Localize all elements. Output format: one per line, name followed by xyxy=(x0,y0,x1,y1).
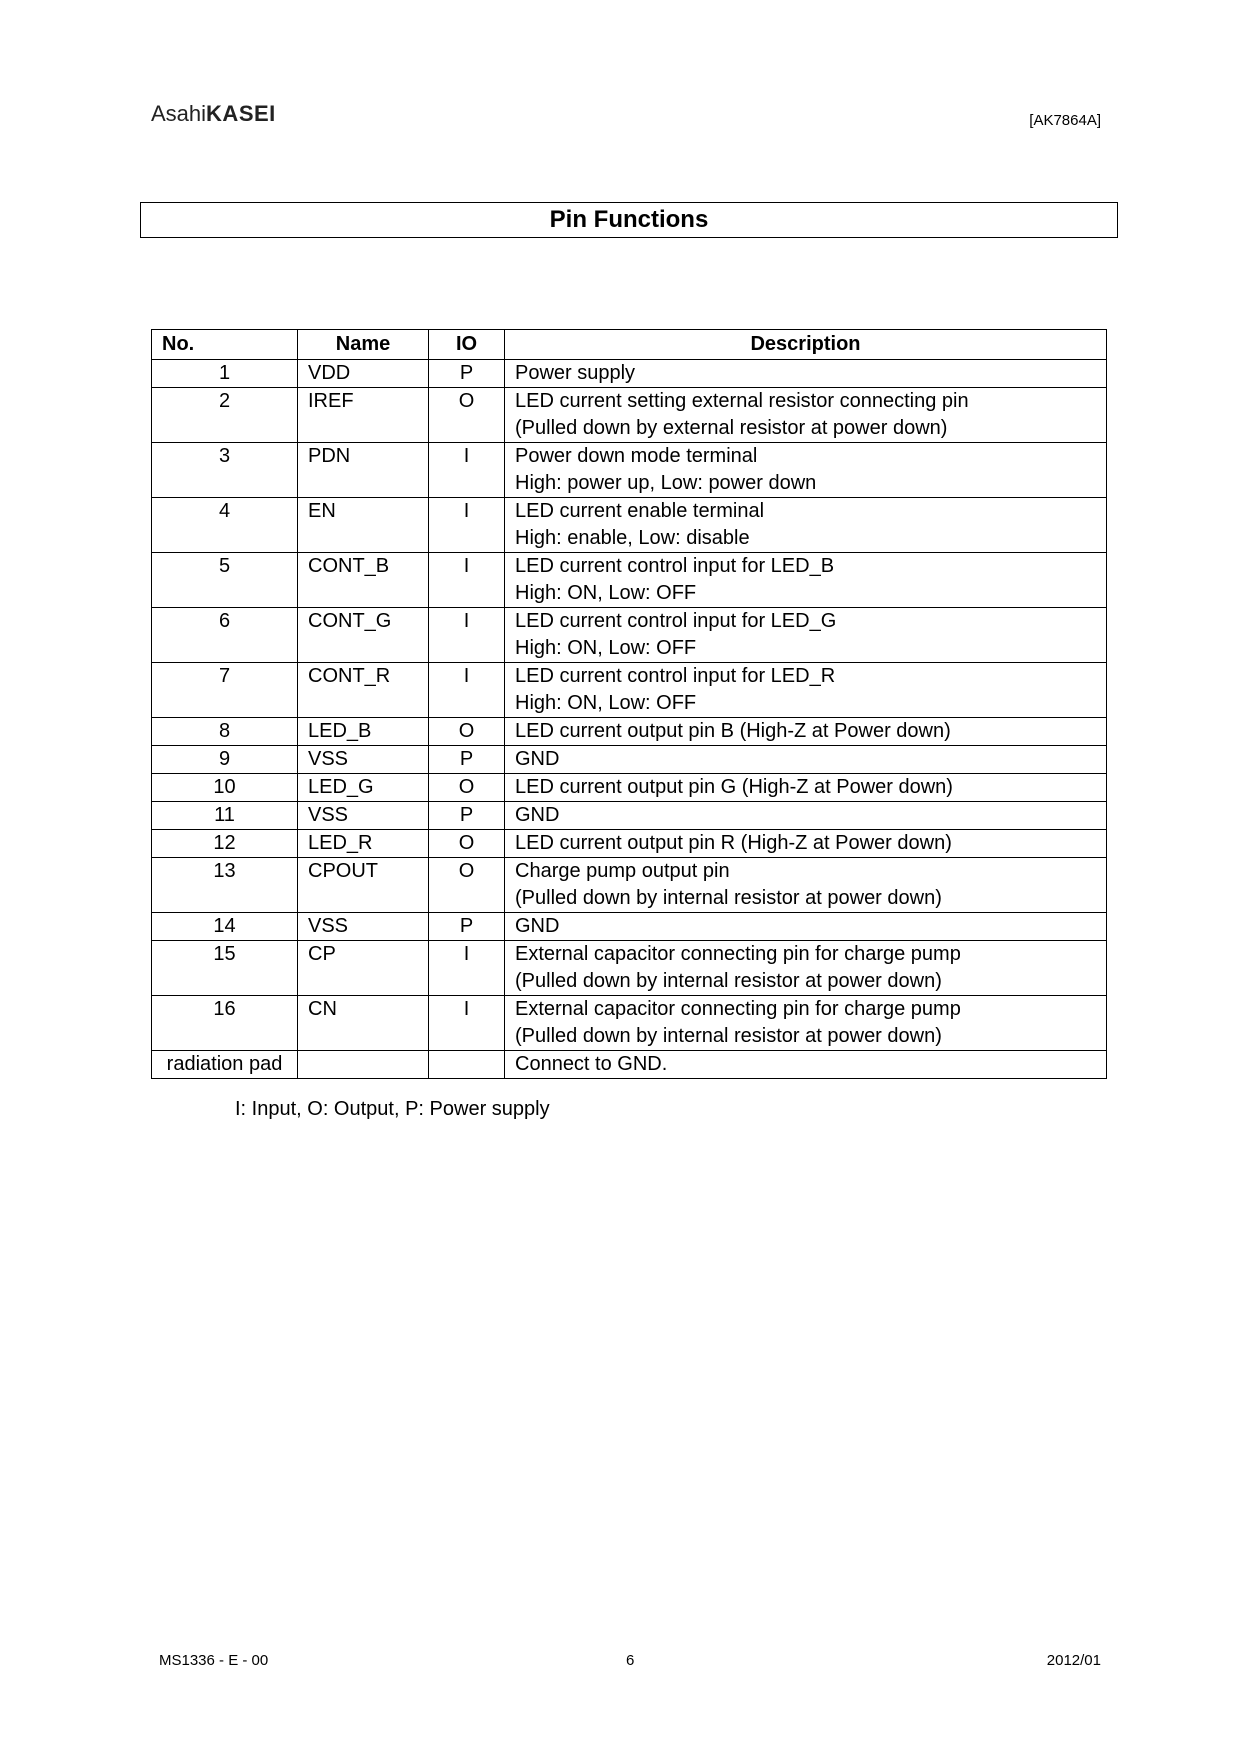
pin-io-cell: I xyxy=(429,941,505,996)
description-line: High: enable, Low: disable xyxy=(515,527,750,549)
table-row xyxy=(152,443,1107,498)
description-line: LED current control input for LED_R xyxy=(515,665,836,687)
pin-description-cell xyxy=(505,553,1107,608)
pin-name-cell: CP xyxy=(298,941,429,996)
pin-io-cell: O xyxy=(429,774,505,802)
description-line: (Pulled down by external resistor at power down) xyxy=(515,417,948,439)
pin-io-cell: P xyxy=(429,913,505,941)
io-legend: I: Input, O: Output, P: Power supply xyxy=(235,1098,550,1120)
description-line: (Pulled down by internal resistor at power down) xyxy=(515,887,942,909)
description-line: (Pulled down by internal resistor at power down) xyxy=(515,1025,942,1047)
logo-kasei-text: KASEI xyxy=(206,101,276,126)
pin-name-cell: VSS xyxy=(298,746,429,774)
document-id: [AK7864A] xyxy=(1029,112,1101,129)
pin-description-cell xyxy=(505,718,1107,746)
description-line: LED current output pin R (High-Z at Power down) xyxy=(515,832,952,854)
logo-asahi-text: Asahi xyxy=(151,101,207,126)
pin-description-cell xyxy=(505,1051,1107,1079)
asahi-kasei-logo xyxy=(151,101,276,127)
description-line: LED current output pin B (High-Z at Power down) xyxy=(515,720,951,742)
table-row xyxy=(152,663,1107,718)
description-line: Power down mode terminal xyxy=(515,445,758,467)
description-line: GND xyxy=(515,804,560,826)
pin-description-cell xyxy=(505,498,1107,553)
description-line: LED current control input for LED_B xyxy=(515,555,835,577)
table-body xyxy=(152,360,1107,1079)
pin-name-cell: CONT_G xyxy=(298,608,429,663)
pin-number-cell: 8 xyxy=(152,718,298,746)
table-row xyxy=(152,996,1107,1051)
pin-name-cell: LED_G xyxy=(298,774,429,802)
pin-io-cell: O xyxy=(429,858,505,913)
pin-name-cell: LED_B xyxy=(298,718,429,746)
pin-name-cell: VDD xyxy=(298,360,429,388)
table-row xyxy=(152,1051,1107,1079)
pin-number-cell: 10 xyxy=(152,774,298,802)
pin-name-cell: PDN xyxy=(298,443,429,498)
pin-name-cell: CN xyxy=(298,996,429,1051)
table-header-row xyxy=(152,330,1107,360)
footer-doc-number: MS1336 - E - 00 xyxy=(159,1652,269,1669)
table-row xyxy=(152,553,1107,608)
pin-io-cell: I xyxy=(429,498,505,553)
pin-name-cell: VSS xyxy=(298,802,429,830)
pin-io-cell xyxy=(429,1051,505,1079)
pin-name-cell: IREF xyxy=(298,388,429,443)
pin-functions-table xyxy=(151,329,1107,1079)
description-line: High: ON, Low: OFF xyxy=(515,692,697,714)
description-line: High: ON, Low: OFF xyxy=(515,637,697,659)
pin-io-cell: O xyxy=(429,718,505,746)
table-row xyxy=(152,388,1107,443)
pin-number-cell: 11 xyxy=(152,802,298,830)
pin-number-cell: 4 xyxy=(152,498,298,553)
pin-io-cell: I xyxy=(429,443,505,498)
description-line: Charge pump output pin xyxy=(515,860,730,882)
description-line: GND xyxy=(515,748,560,770)
pin-io-cell: I xyxy=(429,996,505,1051)
pin-name-cell: EN xyxy=(298,498,429,553)
pin-description-cell xyxy=(505,608,1107,663)
table-row xyxy=(152,941,1107,996)
pin-name-cell: VSS xyxy=(298,913,429,941)
pin-number-cell: radiation pad xyxy=(152,1051,298,1079)
description-line: High: power up, Low: power down xyxy=(515,472,817,494)
table-row xyxy=(152,858,1107,913)
pin-name-cell: CPOUT xyxy=(298,858,429,913)
table-row xyxy=(152,913,1107,941)
pin-number-cell: 12 xyxy=(152,830,298,858)
pin-description-cell xyxy=(505,996,1107,1051)
table-row xyxy=(152,774,1107,802)
header-description: Description xyxy=(505,330,1107,360)
table-row xyxy=(152,608,1107,663)
pin-io-cell: I xyxy=(429,663,505,718)
pin-description-cell xyxy=(505,802,1107,830)
pin-io-cell: P xyxy=(429,746,505,774)
table-row xyxy=(152,360,1107,388)
pin-name-cell: CONT_B xyxy=(298,553,429,608)
description-line: LED current output pin G (High-Z at Power down) xyxy=(515,776,953,798)
pin-description-cell xyxy=(505,360,1107,388)
description-line: External capacitor connecting pin for charge pump xyxy=(515,943,961,965)
pin-number-cell: 9 xyxy=(152,746,298,774)
header-name: Name xyxy=(298,330,429,360)
pin-description-cell xyxy=(505,830,1107,858)
pin-number-cell: 6 xyxy=(152,608,298,663)
pin-io-cell: P xyxy=(429,360,505,388)
pin-description-cell xyxy=(505,443,1107,498)
table-row xyxy=(152,498,1107,553)
table-row xyxy=(152,830,1107,858)
table-row xyxy=(152,802,1107,830)
pin-description-cell xyxy=(505,663,1107,718)
description-line: LED current control input for LED_G xyxy=(515,610,837,632)
description-line: GND xyxy=(515,915,560,937)
pin-io-cell: O xyxy=(429,830,505,858)
pin-name-cell: CONT_R xyxy=(298,663,429,718)
pin-description-cell xyxy=(505,913,1107,941)
table-row xyxy=(152,718,1107,746)
section-title: Pin Functions xyxy=(140,202,1118,238)
pin-number-cell: 15 xyxy=(152,941,298,996)
pin-number-cell: 7 xyxy=(152,663,298,718)
pin-name-cell xyxy=(298,1051,429,1079)
description-line: High: ON, Low: OFF xyxy=(515,582,697,604)
description-line: External capacitor connecting pin for charge pump xyxy=(515,998,961,1020)
pin-description-cell xyxy=(505,388,1107,443)
description-line: LED current enable terminal xyxy=(515,500,765,522)
description-line: Connect to GND. xyxy=(515,1053,668,1075)
pin-description-cell xyxy=(505,746,1107,774)
pin-io-cell: I xyxy=(429,553,505,608)
header-no: No. xyxy=(152,330,298,360)
footer-page-number: 6 xyxy=(626,1652,635,1669)
pin-number-cell: 3 xyxy=(152,443,298,498)
pin-number-cell: 5 xyxy=(152,553,298,608)
pin-number-cell: 1 xyxy=(152,360,298,388)
pin-description-cell xyxy=(505,774,1107,802)
pin-number-cell: 14 xyxy=(152,913,298,941)
pin-io-cell: O xyxy=(429,388,505,443)
description-line: (Pulled down by internal resistor at power down) xyxy=(515,970,942,992)
table-row xyxy=(152,746,1107,774)
pin-description-cell xyxy=(505,941,1107,996)
pin-number-cell: 13 xyxy=(152,858,298,913)
pin-number-cell: 2 xyxy=(152,388,298,443)
description-line: LED current setting external resistor connecting pin xyxy=(515,390,969,412)
pin-io-cell: P xyxy=(429,802,505,830)
description-line: Power supply xyxy=(515,362,636,384)
pin-description-cell xyxy=(505,858,1107,913)
header-io: IO xyxy=(429,330,505,360)
pin-name-cell: LED_R xyxy=(298,830,429,858)
pin-io-cell: I xyxy=(429,608,505,663)
pin-number-cell: 16 xyxy=(152,996,298,1051)
footer-date: 2012/01 xyxy=(1046,1652,1101,1669)
